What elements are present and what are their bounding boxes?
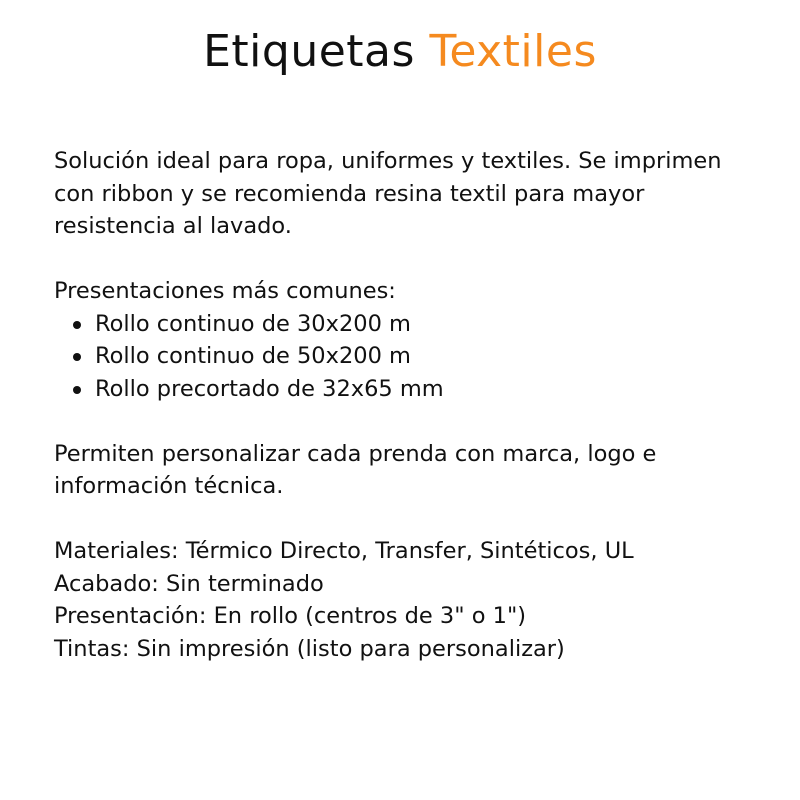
list-item-label: Rollo continuo de 30x200 m: [95, 310, 411, 337]
list-item: [54, 340, 774, 373]
customization-line: Permiten personalizar cada prenda con marca, logo e: [54, 440, 657, 467]
page-title: [0, 24, 800, 80]
bullet-icon: [73, 321, 81, 329]
bullet-icon: [73, 386, 81, 394]
presentations-heading: Presentaciones más comunes:: [54, 278, 396, 304]
list-item-label: Rollo continuo de 50x200 m: [95, 343, 411, 369]
title-part-main: Etiquetas: [203, 26, 415, 77]
title-part-accent: Textiles: [429, 26, 597, 77]
description-line: con ribbon y se recomienda resina textil para mayor: [54, 180, 645, 207]
product-description-body: [54, 145, 774, 665]
spacer: [54, 243, 774, 276]
spec-materiales: Materiales: Térmico Directo, Transfer, Sintéticos, UL: [54, 538, 634, 564]
bullet-icon: [73, 353, 81, 361]
spacer: [54, 405, 774, 438]
list-item: [54, 308, 774, 341]
list-item: [54, 373, 774, 406]
spec-tintas: Tintas: Sin impresión (listo para personalizar): [54, 635, 565, 662]
customization-line: información técnica.: [54, 473, 284, 499]
presentations-list: [54, 308, 774, 406]
spacer: [54, 503, 774, 536]
spec-acabado: Acabado: Sin terminado: [54, 570, 324, 597]
spec-presentacion: Presentación: En rollo (centros de 3" o 1"): [54, 603, 527, 629]
list-item-label: Rollo precortado de 32x65 mm: [95, 375, 444, 402]
description-line: Solución ideal para ropa, uniformes y textiles. Se imprimen: [54, 148, 722, 174]
description-line: resistencia al lavado.: [54, 213, 292, 239]
